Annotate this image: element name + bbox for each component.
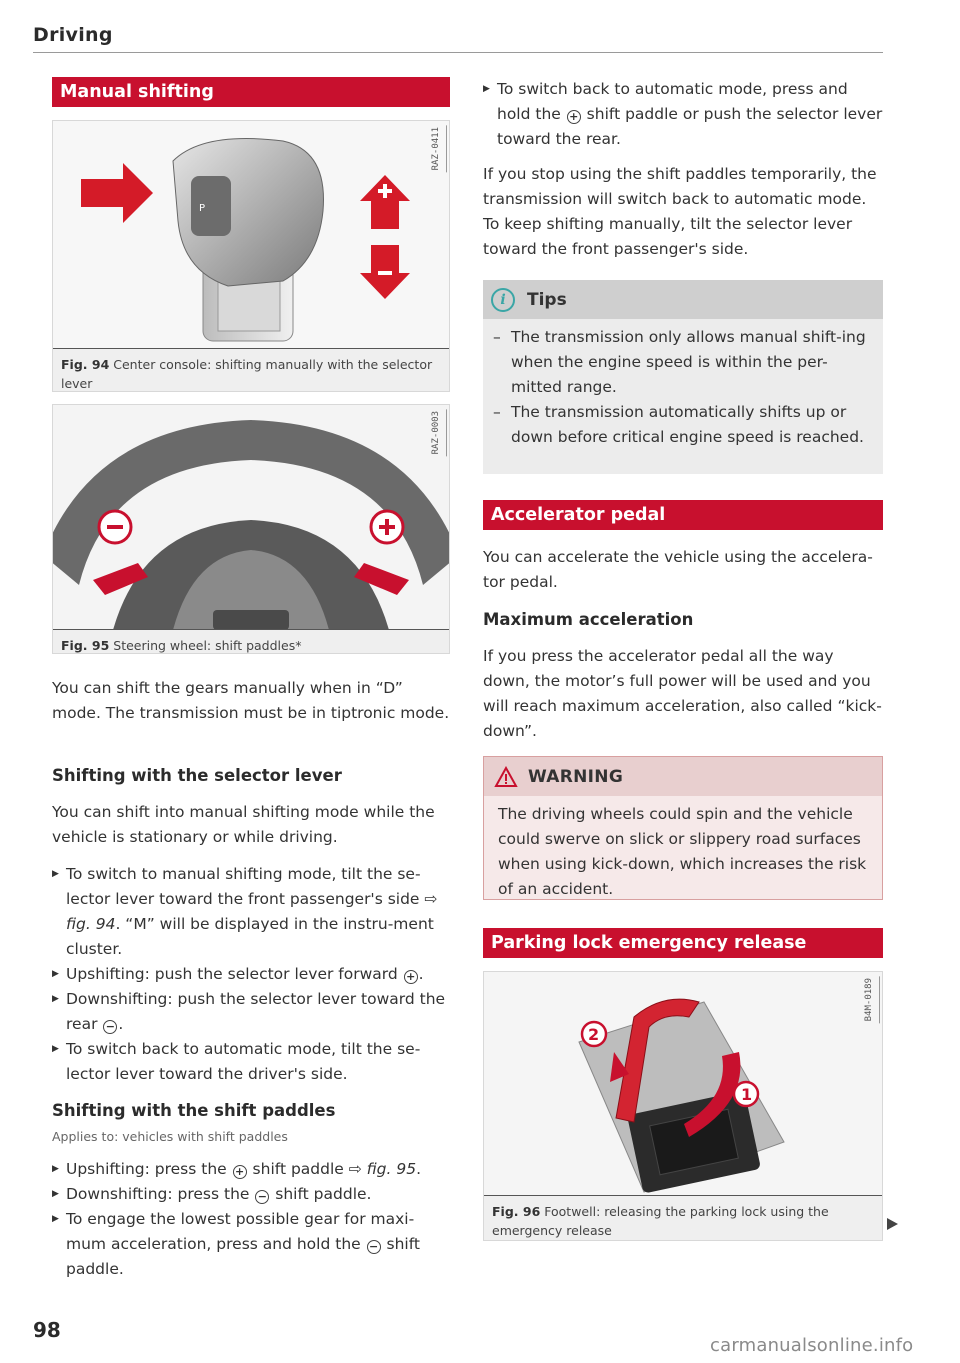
arrow-up-icon [360,175,410,229]
selector-lever-heading: Shifting with the selector lever [52,766,342,785]
fig-94-link[interactable]: ⇨ fig. 94 [66,890,438,933]
header-divider [33,52,883,53]
list-item: ▶ Upshifting: press the + shift paddle ⇨ fig. 95. [52,1157,450,1182]
minus-circle-icon: − [367,1240,381,1254]
figure-95-image [53,405,449,630]
figure-94-caption: Fig. 94 Center console: shifting manually with the selector lever [61,357,433,391]
figure-94-code: RAZ-0411 [431,125,447,172]
manual-shifting-banner: Manual shifting [52,77,450,107]
accelerator-intro: You can accelerate the vehicle using the accelera-tor pedal. [483,548,873,591]
list-item: ▶ To switch to manual shifting mode, tilt the se-lector lever toward the front passenger's side ⇨ fig. 94. “M” will be displayed in the instru-ment cluster. [52,862,450,962]
plus-circle-icon: + [404,970,418,984]
minus-circle-icon: − [255,1190,269,1204]
list-item: – The transmission automatically shifts up or down before critical engine speed is reached. [493,400,873,450]
parking-lock-release-illustration [484,972,882,1196]
warning-text: The driving wheels could spin and the vehicle could swerve on slick or slippery road surfaces when using kick-down, which increases the risk of an accident. [498,805,867,898]
warning-title: WARNING [528,766,624,787]
continued-steps-list [483,77,883,152]
selector-lever-illustration [53,121,449,349]
callout-2-number: 2 [588,1025,600,1044]
figure-96-image [484,972,882,1196]
figure-94 [52,120,450,392]
figure-95 [52,404,450,654]
warning-header [484,757,882,796]
selector-steps-list [52,862,450,1087]
arrow-right-icon [81,163,153,223]
tips-header [483,280,883,319]
tips-list [483,319,883,456]
minus-circle-icon: − [103,1020,117,1034]
manual-shifting-intro: You can shift the gears manually when in “D” mode. The transmission must be in tiptronic mode. [52,679,450,722]
accelerator-pedal-banner: Accelerator pedal [483,500,883,530]
shift-paddles-heading: Shifting with the shift paddles [52,1101,336,1120]
fig-95-link[interactable]: ⇨ fig. 95 [348,1160,417,1178]
figure-95-caption: Fig. 95 Steering wheel: shift paddles* [61,638,302,653]
max-acceleration-heading: Maximum acceleration [483,610,694,629]
plus-circle-icon: + [233,1165,247,1179]
plus-circle-icon: + [567,110,581,124]
info-icon: i [491,288,515,312]
watermark: carmanualsonline.info [710,1335,914,1356]
parking-lock-banner: Parking lock emergency release [483,928,883,958]
page-number: 98 [33,1318,61,1342]
figure-95-code: RAZ-0003 [431,409,447,456]
warning-triangle-icon [494,766,518,788]
list-item: ▶ To switch back to automatic mode, press and hold the + shift paddle or push the selector lever toward the rear. [483,77,883,152]
list-item: ▶ To engage the lowest possible gear for maxi-mum acceleration, press and hold the − shift paddle. [52,1207,450,1282]
paddles-steps-list [52,1157,450,1282]
warning-box [483,756,883,900]
figure-96 [483,971,883,1241]
tips-title: Tips [527,289,567,310]
svg-text:P: P [199,203,206,214]
temporary-paddles-paragraph: If you stop using the shift paddles temporarily, the transmission will switch back to automatic mode. To keep shifting manually, tilt the selector lever toward the front passenger's side. [483,165,877,258]
list-item: ▶ Downshifting: press the − shift paddle. [52,1182,450,1207]
list-item: – The transmission only allows manual shift-ing when the engine speed is within the per-mitted range. [493,325,873,400]
list-item: ▶ Downshifting: push the selector lever toward the rear − . [52,987,450,1037]
list-item: ▶ To switch back to automatic mode, tilt the se-lector lever toward the driver's side. [52,1037,450,1087]
selector-lever-intro: You can shift into manual shifting mode while the vehicle is stationary or while driving. [52,803,435,846]
steering-wheel-illustration [53,405,449,630]
callout-1-number: 1 [741,1085,753,1104]
tips-box [483,280,883,474]
list-item: ▶ Upshifting: push the selector lever forward + . [52,962,450,987]
figure-96-code: B4M-0189 [864,976,880,1023]
max-acceleration-paragraph: If you press the accelerator pedal all the way down, the motor’s full power will be used and you will reach maximum acceleration, also called “kick-down”. [483,647,882,740]
applies-to-note: Applies to: vehicles with shift paddles [52,1129,288,1144]
section-title: Driving [33,24,113,46]
figure-94-image [53,121,449,349]
continue-arrow-icon [887,1218,898,1230]
figure-96-caption: Fig. 96 Footwell: releasing the parking lock using the emergency release [492,1204,829,1238]
